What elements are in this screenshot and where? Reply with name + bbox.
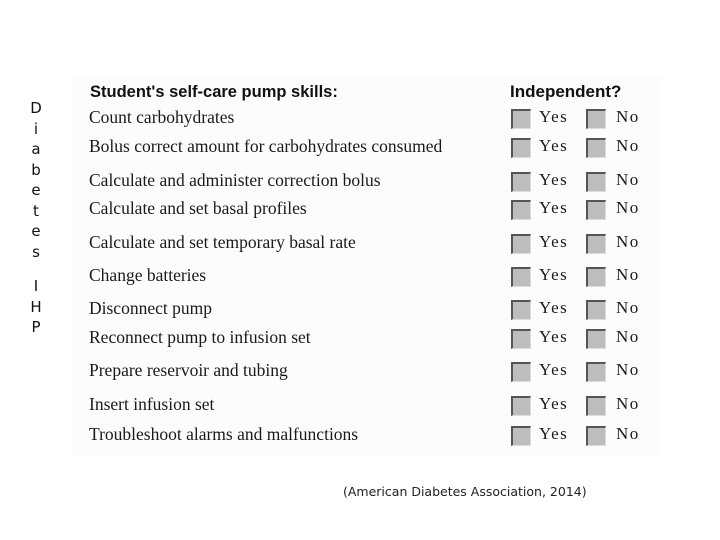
no-label: No bbox=[616, 424, 640, 443]
skill-row bbox=[73, 360, 660, 384]
yes-label: Yes bbox=[539, 298, 569, 317]
yes-checkbox[interactable] bbox=[511, 396, 531, 416]
yes-label: Yes bbox=[539, 136, 569, 155]
no-checkbox[interactable] bbox=[586, 138, 606, 158]
yes-label: Yes bbox=[539, 107, 569, 126]
form-title: Student's self-care pump skills: bbox=[90, 83, 338, 101]
no-checkbox[interactable] bbox=[586, 329, 606, 349]
citation: (American Diabetes Association, 2014) bbox=[343, 484, 587, 499]
side-label-letter: P bbox=[31, 318, 41, 336]
yes-label: Yes bbox=[539, 360, 569, 379]
side-label-letter: I bbox=[33, 277, 39, 295]
skill-label: Prepare reservoir and tubing bbox=[89, 360, 288, 380]
skill-label: Troubleshoot alarms and malfunctions bbox=[89, 424, 359, 444]
yes-checkbox[interactable] bbox=[511, 138, 531, 158]
no-label: No bbox=[616, 107, 640, 126]
yes-checkbox[interactable] bbox=[511, 200, 531, 220]
yes-checkbox[interactable] bbox=[511, 234, 531, 254]
side-label-letter: D bbox=[30, 99, 42, 117]
yes-label: Yes bbox=[539, 265, 569, 284]
skill-row bbox=[73, 136, 660, 160]
skill-label: Calculate and set basal profiles bbox=[89, 198, 307, 218]
no-label: No bbox=[616, 298, 640, 317]
no-checkbox[interactable] bbox=[586, 267, 606, 287]
skill-label: Calculate and administer correction bolus bbox=[89, 170, 381, 190]
skill-label: Change batteries bbox=[89, 265, 207, 285]
skill-row bbox=[73, 232, 660, 256]
no-checkbox[interactable] bbox=[586, 300, 606, 320]
skill-row bbox=[73, 394, 660, 418]
skill-label: Insert infusion set bbox=[89, 394, 215, 414]
no-label: No bbox=[616, 327, 640, 346]
yes-label: Yes bbox=[539, 198, 569, 217]
yes-checkbox[interactable] bbox=[511, 172, 531, 192]
no-label: No bbox=[616, 170, 640, 189]
side-label-letter: H bbox=[30, 297, 42, 316]
yes-checkbox[interactable] bbox=[511, 109, 531, 129]
side-label-letter: a bbox=[31, 140, 41, 158]
skill-label: Reconnect pump to infusion set bbox=[89, 327, 311, 347]
no-label: No bbox=[616, 198, 640, 217]
skill-row bbox=[73, 424, 660, 448]
skill-label: Bolus correct amount for carbohydrates consumed bbox=[89, 136, 443, 156]
skill-row bbox=[73, 170, 660, 194]
no-label: No bbox=[616, 265, 640, 284]
side-label-letter: s bbox=[32, 242, 40, 261]
no-checkbox[interactable] bbox=[586, 234, 606, 254]
side-label-letter: t bbox=[33, 201, 39, 220]
side-label-letter: i bbox=[33, 119, 39, 138]
yes-checkbox[interactable] bbox=[511, 267, 531, 287]
skill-label: Count carbohydrates bbox=[89, 107, 235, 127]
no-label: No bbox=[616, 360, 640, 379]
no-checkbox[interactable] bbox=[586, 109, 606, 129]
side-label bbox=[26, 98, 46, 338]
no-label: No bbox=[616, 394, 640, 413]
yes-checkbox[interactable] bbox=[511, 362, 531, 382]
skill-row bbox=[73, 298, 660, 322]
skill-label: Calculate and set temporary basal rate bbox=[89, 232, 356, 252]
no-checkbox[interactable] bbox=[586, 396, 606, 416]
pump-skills-form bbox=[73, 77, 660, 454]
no-label: No bbox=[616, 232, 640, 251]
yes-label: Yes bbox=[539, 424, 569, 443]
no-checkbox[interactable] bbox=[586, 200, 606, 220]
side-label-letter: e bbox=[31, 181, 41, 199]
independent-header: Independent? bbox=[510, 82, 622, 101]
skill-row bbox=[73, 327, 660, 351]
yes-label: Yes bbox=[539, 327, 569, 346]
yes-label: Yes bbox=[539, 232, 569, 251]
yes-label: Yes bbox=[539, 394, 569, 413]
yes-checkbox[interactable] bbox=[511, 300, 531, 320]
no-checkbox[interactable] bbox=[586, 362, 606, 382]
no-label: No bbox=[616, 136, 640, 155]
no-checkbox[interactable] bbox=[586, 172, 606, 192]
yes-checkbox[interactable] bbox=[511, 329, 531, 349]
skill-label: Disconnect pump bbox=[89, 298, 212, 318]
skill-row bbox=[73, 265, 660, 289]
skill-row bbox=[73, 107, 660, 131]
side-label-letter: b bbox=[31, 160, 41, 179]
side-label-letter: e bbox=[31, 222, 41, 240]
no-checkbox[interactable] bbox=[586, 426, 606, 446]
yes-label: Yes bbox=[539, 170, 569, 189]
yes-checkbox[interactable] bbox=[511, 426, 531, 446]
skill-row bbox=[73, 198, 660, 222]
